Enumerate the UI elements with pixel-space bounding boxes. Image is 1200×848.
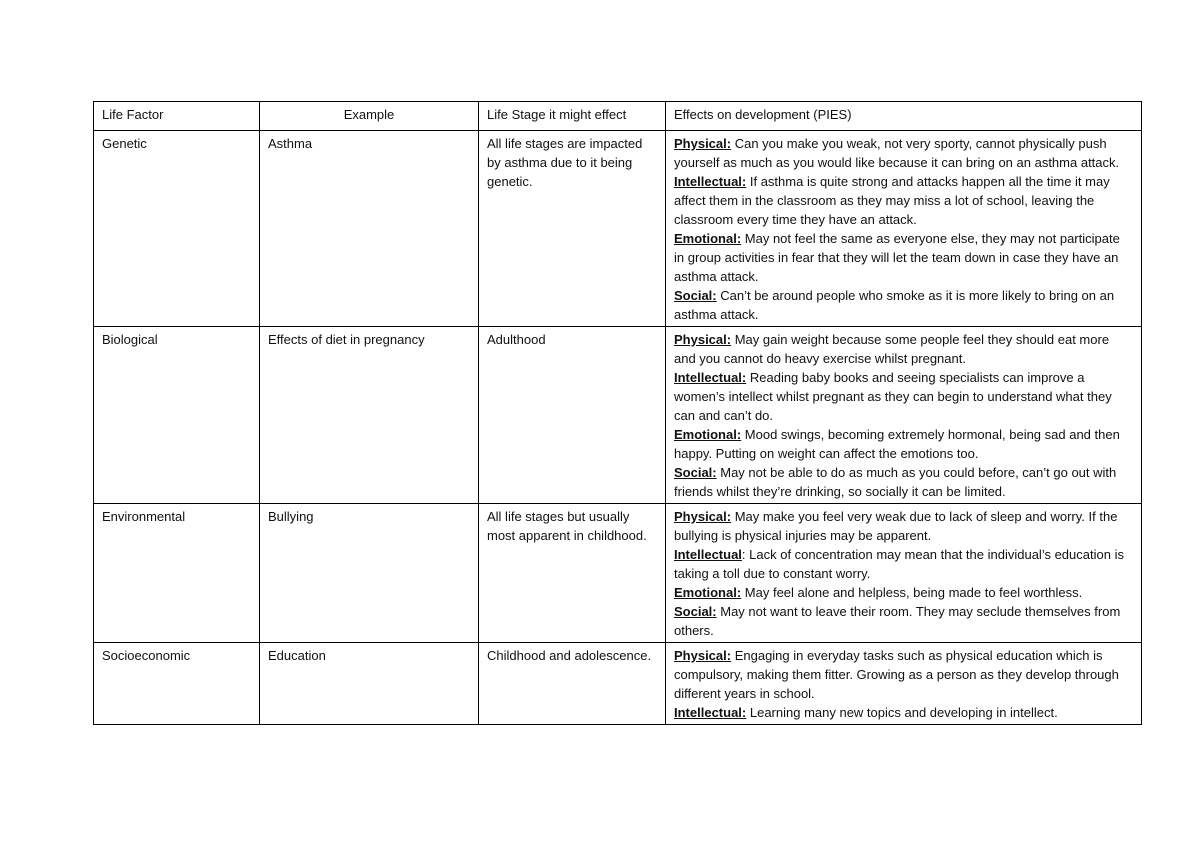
effect-label: Emotional:: [674, 585, 742, 600]
effect-text: Can you make you weak, not very sporty, cannot physically push yourself as much as you would like because it can bring on an asthma attack.: [674, 136, 1120, 170]
effect-entry: [674, 330, 1133, 368]
example-cell: Effects of diet in pregnancy: [260, 327, 479, 504]
effect-label: Emotional:: [674, 427, 742, 442]
effect-text: May not feel the same as everyone else, they may not participate in group activities in fear that they will let the team down in case they have an asthma attack.: [674, 231, 1120, 284]
table-row: [94, 131, 1142, 327]
header-example: Example: [260, 102, 479, 131]
effect-text: May not want to leave their room. They may seclude themselves from others.: [674, 604, 1121, 638]
effects-cell: [666, 131, 1142, 327]
effect-label: Intellectual:: [674, 705, 747, 720]
example-cell: Education: [260, 643, 479, 725]
effect-entry: [674, 425, 1133, 463]
effect-entry: [674, 507, 1133, 545]
effect-text: May not be able to do as much as you could before, can’t go out with friends whilst they’re drinking, so socially it can be limited.: [674, 465, 1117, 499]
effect-text: If asthma is quite strong and attacks happen all the time it may affect them in the classroom as they may miss a lot of school, leaving the classroom every time they have an attack.: [674, 174, 1110, 227]
effect-entry: [674, 602, 1133, 640]
effect-label: Physical:: [674, 332, 732, 347]
effect-text: May make you feel very weak due to lack of sleep and worry. If the bullying is physical injuries may be apparent.: [674, 509, 1118, 543]
effect-label: Emotional:: [674, 231, 742, 246]
effect-label: Social:: [674, 288, 717, 303]
effects-cell: [666, 504, 1142, 643]
effect-entry: [674, 286, 1133, 324]
effect-text: : Lack of concentration may mean that the individual’s education is taking a toll due to constant worry.: [674, 547, 1124, 581]
effect-entry: [674, 545, 1133, 583]
effect-text: Mood swings, becoming extremely hormonal, being sad and then happy. Putting on weight can affect the emotions too.: [674, 427, 1120, 461]
effect-label: Physical:: [674, 509, 732, 524]
effect-entry: [674, 583, 1133, 602]
life-stage-cell: Adulthood: [479, 327, 666, 504]
header-effects: Effects on development (PIES): [666, 102, 1142, 131]
effect-entry: [674, 463, 1133, 501]
effect-label: Intellectual: [674, 547, 742, 562]
effects-cell: [666, 327, 1142, 504]
effect-label: Intellectual:: [674, 370, 747, 385]
example-cell: Bullying: [260, 504, 479, 643]
table-row: [94, 643, 1142, 725]
life-factor-cell: Biological: [94, 327, 260, 504]
table-row: [94, 327, 1142, 504]
effect-label: Intellectual:: [674, 174, 747, 189]
life-stage-cell: Childhood and adolescence.: [479, 643, 666, 725]
life-factor-cell: Socioeconomic: [94, 643, 260, 725]
effect-text: Learning many new topics and developing in intellect.: [746, 705, 1058, 720]
life-factor-cell: Environmental: [94, 504, 260, 643]
effect-label: Social:: [674, 465, 717, 480]
effect-entry: [674, 172, 1133, 229]
header-life-factor: Life Factor: [94, 102, 260, 131]
table-row: [94, 504, 1142, 643]
effect-text: Reading baby books and seeing specialists can improve a women’s intellect whilst pregnant as they can begin to understand what they can and can’t do.: [674, 370, 1112, 423]
effect-entry: [674, 368, 1133, 425]
effect-entry: [674, 134, 1133, 172]
effect-text: Engaging in everyday tasks such as physical education which is compulsory, making them fitter. Growing as a person as they develop through different years in school.: [674, 648, 1119, 701]
life-factors-table: [93, 101, 1142, 725]
effect-label: Social:: [674, 604, 717, 619]
life-stage-cell: All life stages but usually most apparent in childhood.: [479, 504, 666, 643]
effect-entry: [674, 646, 1133, 703]
header-life-stage: Life Stage it might effect: [479, 102, 666, 131]
example-cell: Asthma: [260, 131, 479, 327]
life-stage-cell: All life stages are impacted by asthma due to it being genetic.: [479, 131, 666, 327]
effect-entry: [674, 229, 1133, 286]
effect-text: Can’t be around people who smoke as it is more likely to bring on an asthma attack.: [674, 288, 1115, 322]
effect-label: Physical:: [674, 648, 732, 663]
effect-entry: [674, 703, 1133, 722]
effect-text: May gain weight because some people feel they should eat more and you cannot do heavy exercise whilst pregnant.: [674, 332, 1110, 366]
effects-cell: [666, 643, 1142, 725]
life-factor-cell: Genetic: [94, 131, 260, 327]
effect-label: Physical:: [674, 136, 732, 151]
effect-text: May feel alone and helpless, being made to feel worthless.: [741, 585, 1083, 600]
header-row: [94, 102, 1142, 131]
